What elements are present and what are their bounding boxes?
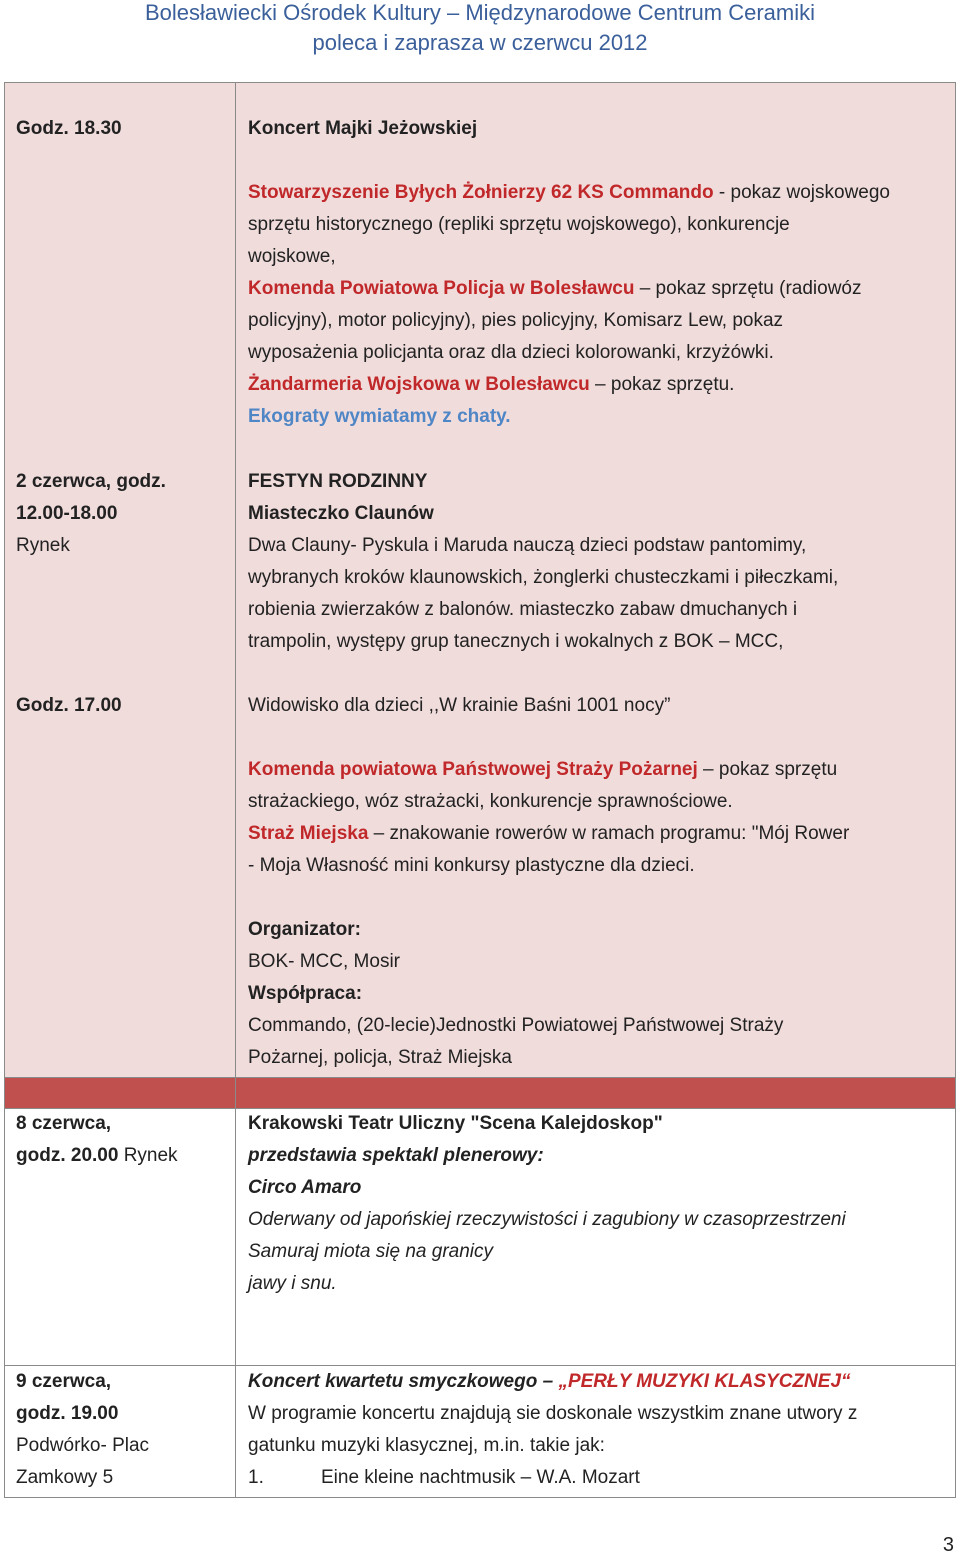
time-1700: Godz. 17.00 xyxy=(16,695,122,716)
organizer-value: BOK- MCC, Mosir xyxy=(248,951,400,972)
gendarmerie-desc: – pokaz sprzętu. xyxy=(589,374,735,395)
police-desc: – pokaz sprzętu (radiowóz xyxy=(634,278,862,299)
quartet-line xyxy=(248,1371,851,1393)
text-line: wyposażenia policjanta oraz dla dzieci kolorowanki, krzyżówki. xyxy=(248,342,774,363)
organizer-label: Organizator: xyxy=(248,919,361,940)
police-org: Komenda Powiatowa Policja w Bolesławcu xyxy=(248,278,635,299)
quartet-title: Koncert kwartetu smyczkowego – xyxy=(248,1371,559,1392)
header-title: Bolesławiecki Ośrodek Kultury – Międzynarodowe Centrum Ceramiki xyxy=(144,0,816,25)
time-1900: godz. 19.00 xyxy=(16,1403,119,1424)
date-june-8: 8 czerwca, xyxy=(16,1113,112,1134)
commando-desc: - pokaz wojskowego xyxy=(713,182,891,203)
theatre-subtitle: przedstawia spektakl plenerowy: xyxy=(248,1145,544,1166)
separator-band-right xyxy=(235,1077,956,1109)
date-june-9: 9 czerwca, xyxy=(16,1371,112,1392)
theatre-title: Krakowski Teatr Uliczny "Scena Kalejdoskop" xyxy=(248,1113,663,1134)
gendarmerie-org: Żandarmeria Wojskowa w Bolesławcu xyxy=(248,374,590,395)
text-line: policyjny), motor policyjny), pies policyjny, Komisarz Lew, pokaz xyxy=(248,310,784,331)
time-1830: Godz. 18.30 xyxy=(16,118,122,139)
time-venue-june-8 xyxy=(16,1145,178,1167)
cooperation-value-cont: Pożarnej, policja, Straż Miejska xyxy=(248,1047,512,1068)
header-subtitle: poleca i zaprasza w czerwcu 2012 xyxy=(312,30,648,55)
text-line: - Moja Własność mini konkursy plastyczne dla dzieci. xyxy=(248,855,695,876)
firefighters-org: Komenda powiatowa Państwowej Straży Pożarnej xyxy=(248,759,698,780)
city-guard-org: Straż Miejska xyxy=(248,823,369,844)
text-line: Samuraj miota się na granicy xyxy=(248,1241,493,1262)
cooperation-label: Współpraca: xyxy=(248,983,363,1004)
text-line: sprzętu historycznego (repliki sprzętu wojskowego), konkurencje xyxy=(248,214,790,235)
text-line: trampolin, występy grup tanecznych i wokalnych z BOK – MCC, xyxy=(248,631,784,652)
list-item-number: 1. xyxy=(248,1467,264,1488)
text-line: wojskowe, xyxy=(248,246,336,267)
city-guard-line xyxy=(248,823,849,845)
city-guard-desc: – znakowanie rowerów w ramach programu: "Mój Rower xyxy=(368,823,850,844)
page-number: 3 xyxy=(942,1534,954,1556)
commando-org: Stowarzyszenie Byłych Żołnierzy 62 KS Commando xyxy=(248,182,714,203)
text-line: robienia zwierzaków z balonów. miasteczko zabaw dmuchanych i xyxy=(248,599,798,620)
text-line: Dwa Clauny- Pyskula i Maruda nauczą dzieci podstaw pantomimy, xyxy=(248,535,807,556)
miasteczko-title: Miasteczko Claunów xyxy=(248,503,434,524)
text-line: gatunku muzyki klasycznej, m.in. takie jak: xyxy=(248,1435,605,1456)
firefighters-line xyxy=(248,759,837,781)
text-line: Oderwany od japońskiej rzeczywistości i zagubiony w czasoprzestrzeni xyxy=(248,1209,846,1230)
widowisko-line: Widowisko dla dzieci ,,W krainie Baśni 1001 nocy” xyxy=(248,695,671,716)
firefighters-desc: – pokaz sprzętu xyxy=(697,759,838,780)
police-line xyxy=(248,278,862,300)
text-line: wybranych kroków klaunowskich, żonglerki chusteczkami i piłeczkami, xyxy=(248,567,839,588)
quartet-name: „PERŁY MUZYKI KLASYCZNEJ“ xyxy=(558,1371,851,1392)
commando-line xyxy=(248,182,890,204)
date-june-2: 2 czerwca, godz. xyxy=(16,471,166,492)
venue-rynek: Rynek xyxy=(118,1145,178,1166)
gendarmerie-line xyxy=(248,374,734,396)
venue-line: Zamkowy 5 xyxy=(16,1467,114,1488)
text-line: W programie koncertu znajdują sie doskonale wszystkim znane utwory z xyxy=(248,1403,858,1424)
text-line: strażackiego, wóz strażacki, konkurencje sprawnościowe. xyxy=(248,791,733,812)
list-item: Eine kleine nachtmusik – W.A. Mozart xyxy=(321,1467,640,1488)
separator-band-left xyxy=(4,1077,236,1109)
text-line: jawy i snu. xyxy=(248,1273,337,1294)
time-2000: godz. 20.00 xyxy=(16,1145,119,1166)
festyn-title: FESTYN RODZINNY xyxy=(248,471,428,492)
cooperation-value: Commando, (20-lecie)Jednostki Powiatowej Państwowej Straży xyxy=(248,1015,784,1036)
row1-left-cell xyxy=(4,82,236,1078)
concert-title: Koncert Majki Jeżowskiej xyxy=(248,118,478,139)
venue-rynek: Rynek xyxy=(16,535,70,556)
time-range: 12.00-18.00 xyxy=(16,503,118,524)
ekograty-line: Ekograty wymiatamy z chaty. xyxy=(248,406,511,427)
show-title: Circo Amaro xyxy=(248,1177,362,1198)
venue-line: Podwórko- Plac xyxy=(16,1435,150,1456)
